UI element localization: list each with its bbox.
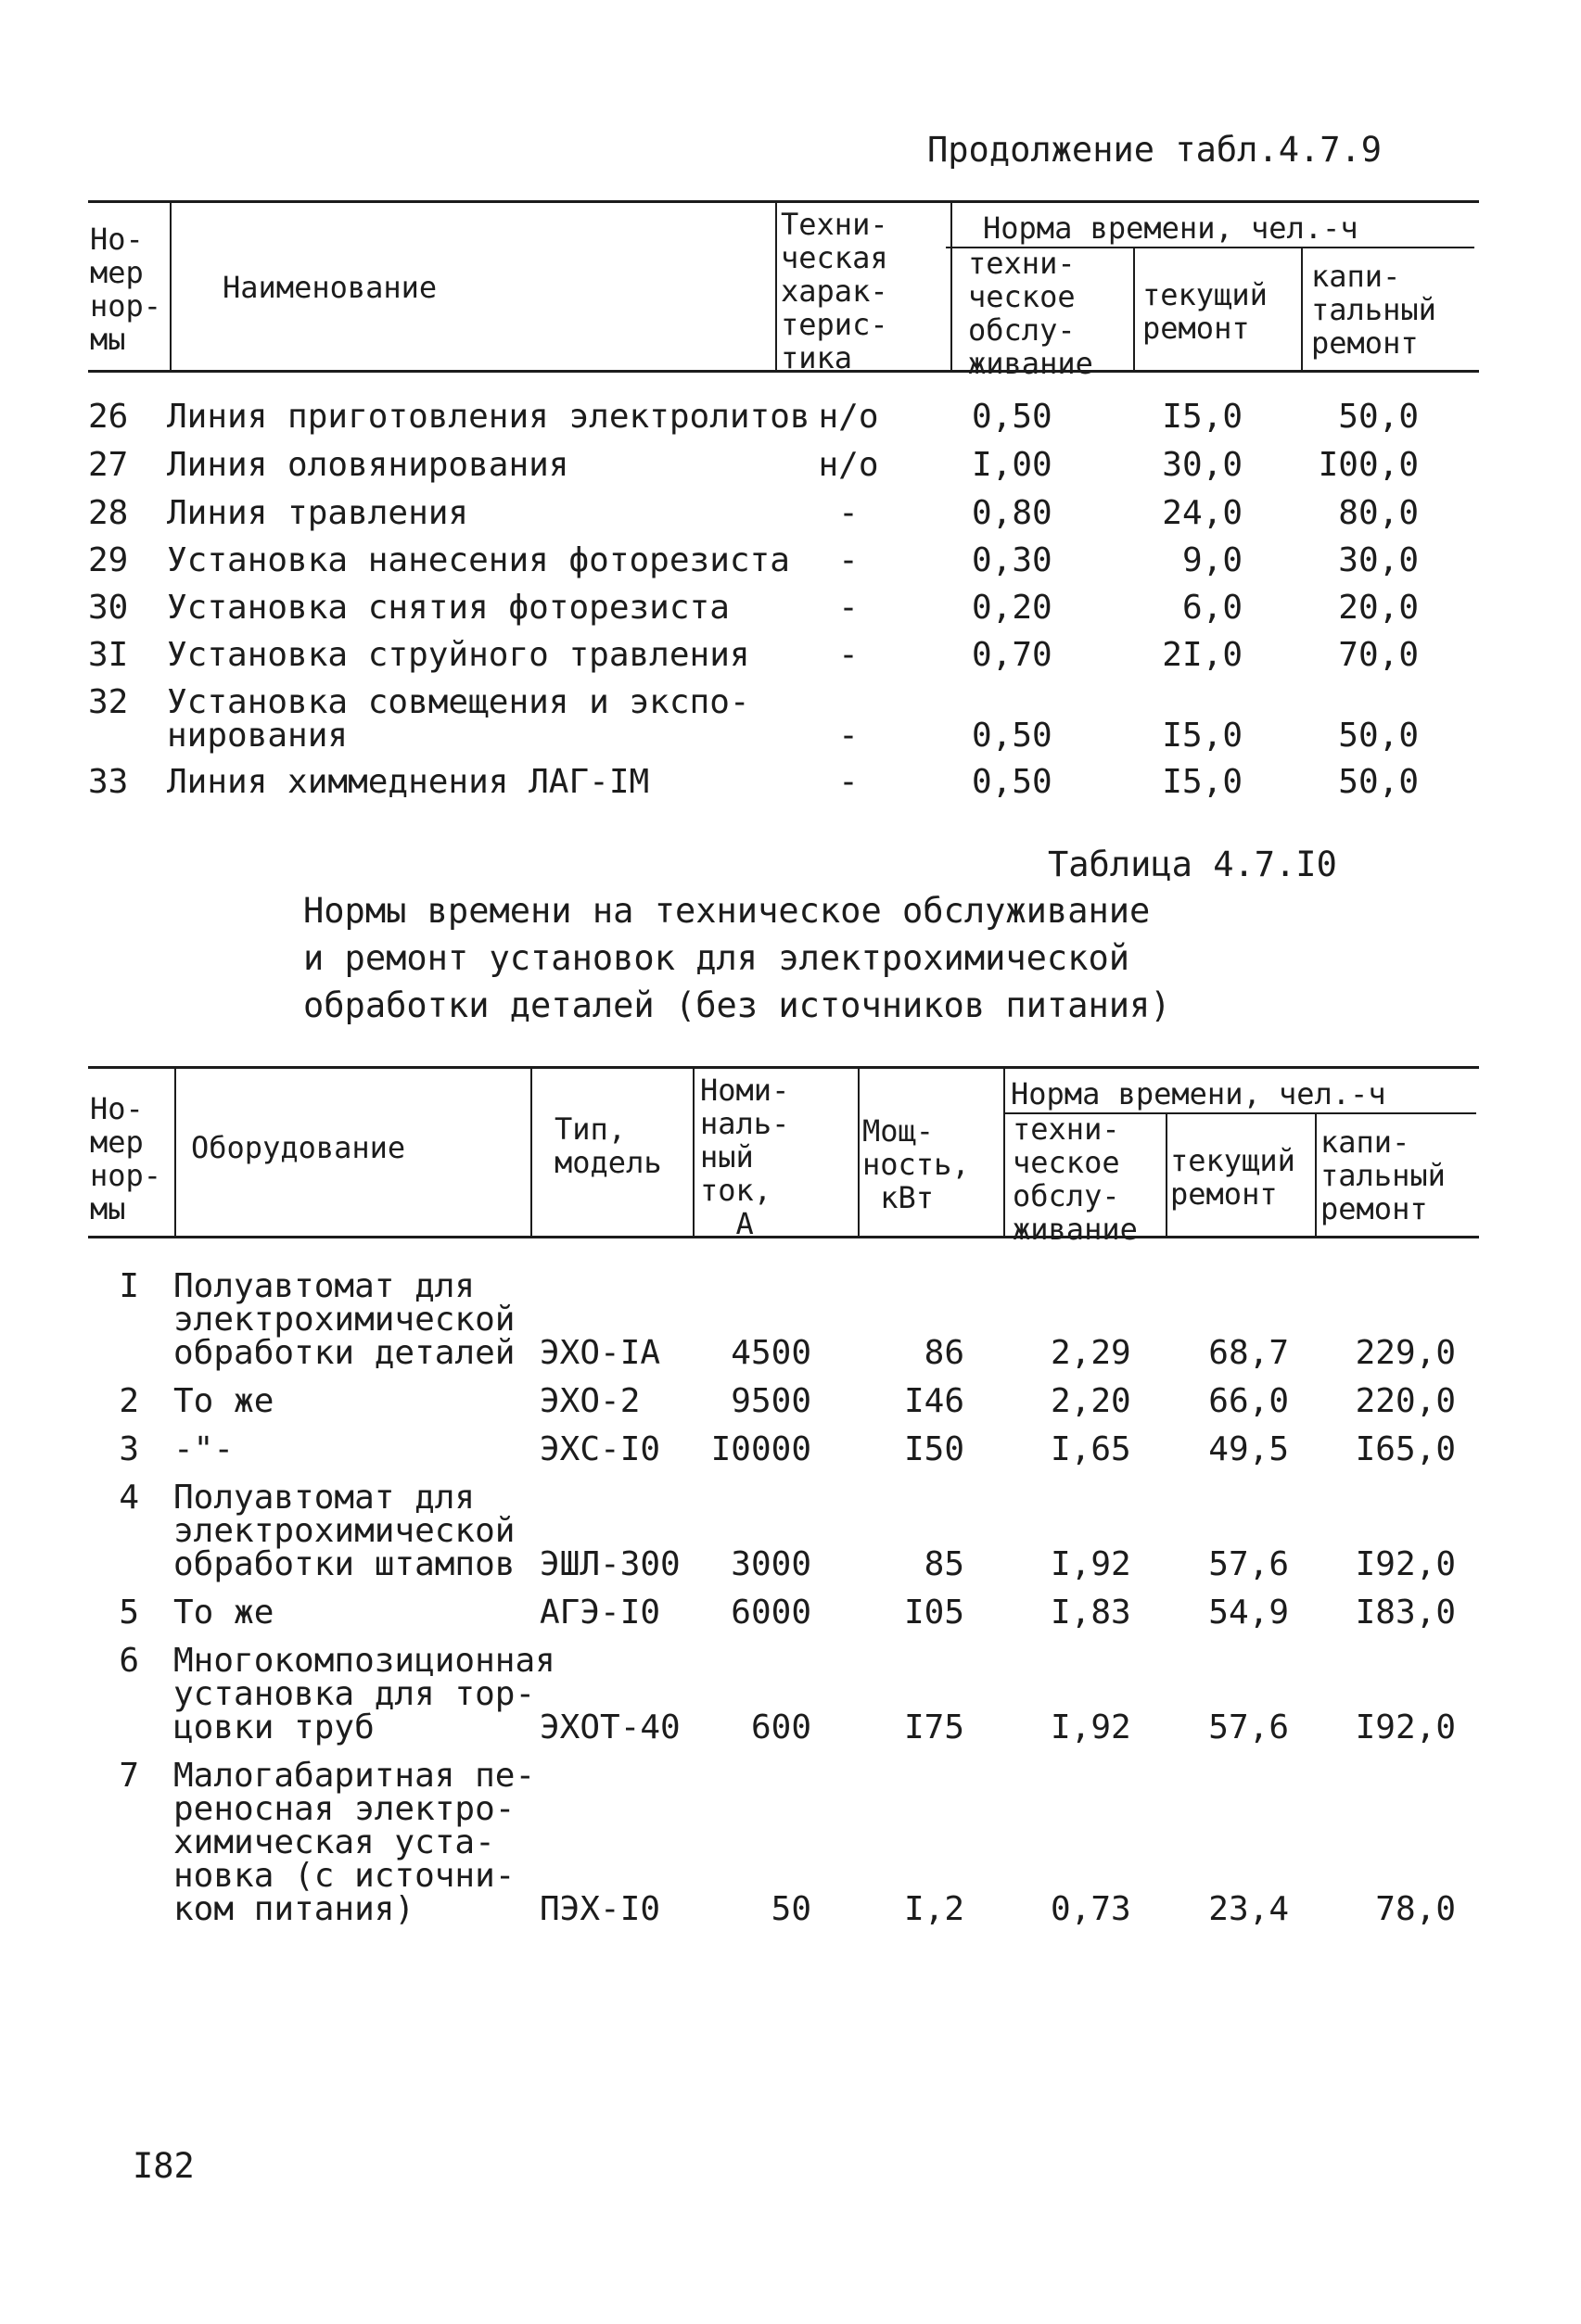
- row-capital-repair: 220,0: [1355, 1382, 1456, 1420]
- row-number: 30: [88, 589, 129, 627]
- row-current-repair: 57,6: [1208, 1545, 1289, 1583]
- row-capital-repair: 30,0: [1338, 541, 1419, 579]
- table1-header-norm-group: Норма времени, чел.-ч: [983, 210, 1358, 246]
- row-power: I46: [903, 1382, 964, 1420]
- row-nominal-current: 600: [750, 1708, 811, 1746]
- row-maintenance: 0,30: [972, 541, 1052, 579]
- row-nominal-current: 6000: [731, 1594, 811, 1632]
- row-equipment: То же: [173, 1594, 274, 1632]
- table2-header-capital-repair: капи- тальный ремонт: [1320, 1124, 1446, 1226]
- table1-top-rule: [88, 200, 1479, 203]
- table2-col-divider-1: [174, 1068, 176, 1236]
- row-name: Установка снятия фоторезиста: [167, 589, 730, 627]
- table2-col-divider-6: [1166, 1114, 1167, 1236]
- table2-top-rule: [88, 1066, 1479, 1069]
- table2-header-number: Но- мер нор- мы: [90, 1091, 162, 1226]
- table1-col-divider-1: [170, 202, 172, 370]
- row-name: Линия приготовления электролитов: [167, 398, 810, 436]
- row-maintenance: I,00: [972, 446, 1052, 484]
- row-capital-repair: I00,0: [1318, 446, 1419, 484]
- row-tech-char: н/о: [818, 446, 879, 484]
- row-type: ЭХОТ-40: [540, 1708, 681, 1746]
- table2-col-divider-7: [1315, 1114, 1317, 1236]
- row-number: 7: [119, 1757, 139, 1795]
- table1-col-divider-4: [1133, 248, 1135, 370]
- row-type: ЭШЛ-300: [540, 1545, 681, 1583]
- row-current-repair: 30,0: [1162, 446, 1243, 484]
- row-number: 3: [119, 1430, 139, 1468]
- row-type: ЭХС-I0: [540, 1430, 661, 1468]
- row-maintenance: 2,20: [1051, 1382, 1131, 1420]
- table2-title-line: обработки деталей (без источников питания): [303, 985, 1171, 1025]
- table2-header-current: Номи- наль- ный ток, А: [700, 1073, 790, 1241]
- row-maintenance: 0,50: [972, 763, 1052, 801]
- row-maintenance: I,92: [1051, 1545, 1131, 1583]
- row-maintenance: I,83: [1051, 1594, 1131, 1632]
- row-number: 33: [88, 763, 129, 801]
- row-name: Линия химмеднения ЛАГ-IM: [167, 763, 650, 801]
- row-capital-repair: I92,0: [1355, 1545, 1456, 1583]
- row-equipment: -"-: [173, 1430, 235, 1468]
- row-current-repair: I5,0: [1162, 763, 1243, 801]
- row-tech-char: -: [838, 494, 859, 532]
- table1-col-divider-3: [950, 202, 952, 370]
- table1-header-maintenance: техни- ческое обслу- живание: [968, 246, 1093, 381]
- row-number: 3I: [88, 636, 129, 674]
- row-number: 26: [88, 398, 129, 436]
- table1-header-number: Но- мер нор- мы: [90, 222, 162, 357]
- row-capital-repair: I83,0: [1355, 1594, 1456, 1632]
- table1-header-capital-repair: капи- тальный ремонт: [1311, 259, 1436, 361]
- row-maintenance: I,65: [1051, 1430, 1131, 1468]
- row-maintenance: 0,70: [972, 636, 1052, 674]
- row-power: I05: [903, 1594, 964, 1632]
- row-type: ЭХО-2: [540, 1382, 641, 1420]
- row-power: 86: [924, 1334, 964, 1372]
- row-capital-repair: 80,0: [1338, 494, 1419, 532]
- row-current-repair: 6,0: [1181, 589, 1243, 627]
- row-capital-repair: 229,0: [1355, 1334, 1456, 1372]
- row-current-repair: 68,7: [1208, 1334, 1289, 1372]
- row-maintenance: 2,29: [1051, 1334, 1131, 1372]
- row-power: 85: [924, 1545, 964, 1583]
- row-current-repair: I5,0: [1162, 398, 1243, 436]
- row-number: 28: [88, 494, 129, 532]
- row-power: I75: [903, 1708, 964, 1746]
- row-capital-repair: I92,0: [1355, 1708, 1456, 1746]
- row-nominal-current: 3000: [731, 1545, 811, 1583]
- row-tech-char: -: [838, 541, 859, 579]
- row-tech-char: -: [838, 717, 859, 755]
- row-type: ПЭХ-I0: [540, 1890, 661, 1928]
- row-current-repair: 2I,0: [1162, 636, 1243, 674]
- row-capital-repair: 20,0: [1338, 589, 1419, 627]
- table2-header-current-repair: текущий ремонт: [1170, 1143, 1295, 1212]
- row-number: 5: [119, 1594, 139, 1632]
- table1-header-tech-char: Техни- ческая харак- терис- тика: [781, 207, 888, 375]
- row-type: ЭХО-IA: [540, 1334, 661, 1372]
- row-nominal-current: 50: [771, 1890, 811, 1928]
- page-number: I82: [133, 2146, 195, 2186]
- row-number: 32: [88, 683, 129, 721]
- row-current-repair: 9,0: [1181, 541, 1243, 579]
- row-equipment: Малогабаритная пе- реносная электро- химическая уста- новка (с источни- ком питания): [173, 1757, 536, 1928]
- row-equipment: Полуавтомат для электрохимической обработки штампов: [173, 1479, 516, 1583]
- table1-header-current-repair: текущий ремонт: [1142, 277, 1268, 346]
- row-capital-repair: 70,0: [1338, 636, 1419, 674]
- row-maintenance: 0,20: [972, 589, 1052, 627]
- row-equipment: То же: [173, 1382, 274, 1420]
- row-name: Линия оловянирования: [167, 446, 569, 484]
- row-name: Установка совмещения и экспо- нирования: [167, 683, 750, 755]
- table1-header-name: Наименование: [223, 270, 438, 305]
- row-number: 2: [119, 1382, 139, 1420]
- row-number: 29: [88, 541, 129, 579]
- table2-header-power: Мощ- ность, кВт: [862, 1113, 970, 1215]
- table2-col-divider-4: [858, 1068, 860, 1236]
- table2-header-maintenance: техни- ческое обслу- живание: [1013, 1111, 1138, 1247]
- table2-label: Таблица 4.7.I0: [1048, 845, 1337, 884]
- row-current-repair: I5,0: [1162, 717, 1243, 755]
- row-number: I: [119, 1267, 139, 1305]
- row-tech-char: -: [838, 589, 859, 627]
- row-current-repair: 66,0: [1208, 1382, 1289, 1420]
- row-capital-repair: 50,0: [1338, 398, 1419, 436]
- row-current-repair: 49,5: [1208, 1430, 1289, 1468]
- row-current-repair: 57,6: [1208, 1708, 1289, 1746]
- row-tech-char: н/о: [818, 398, 879, 436]
- table2-title-line: Нормы времени на техническое обслуживание: [303, 891, 1151, 931]
- row-nominal-current: 9500: [731, 1382, 811, 1420]
- row-number: 27: [88, 446, 129, 484]
- row-maintenance: I,92: [1051, 1708, 1131, 1746]
- row-maintenance: 0,50: [972, 398, 1052, 436]
- table2-header-type: Тип, модель: [555, 1111, 662, 1180]
- table2-header-equipment: Оборудование: [191, 1130, 406, 1165]
- row-equipment: Многокомпозиционная установка для тор- цовки труб: [173, 1642, 555, 1746]
- row-capital-repair: 50,0: [1338, 763, 1419, 801]
- table2-col-divider-5: [1003, 1068, 1005, 1236]
- row-current-repair: 24,0: [1162, 494, 1243, 532]
- row-type: АГЭ-I0: [540, 1594, 661, 1632]
- table2-title-line: и ремонт установок для электрохимической: [303, 938, 1130, 978]
- row-power: I,2: [903, 1890, 964, 1928]
- table2-col-divider-3: [693, 1068, 695, 1236]
- row-power: I50: [903, 1430, 964, 1468]
- row-name: Установка струйного травления: [167, 636, 750, 674]
- row-capital-repair: I65,0: [1355, 1430, 1456, 1468]
- row-name: Линия травления: [167, 494, 469, 532]
- row-maintenance: 0,50: [972, 717, 1052, 755]
- row-current-repair: 54,9: [1208, 1594, 1289, 1632]
- row-tech-char: -: [838, 763, 859, 801]
- table1-col-divider-5: [1301, 248, 1303, 370]
- row-maintenance: 0,73: [1051, 1890, 1131, 1928]
- row-number: 4: [119, 1479, 139, 1517]
- row-name: Установка нанесения фоторезиста: [167, 541, 790, 579]
- row-tech-char: -: [838, 636, 859, 674]
- row-number: 6: [119, 1642, 139, 1680]
- continuation-caption: Продолжение табл.4.7.9: [927, 130, 1383, 170]
- row-maintenance: 0,80: [972, 494, 1052, 532]
- table2-col-divider-2: [530, 1068, 532, 1236]
- row-nominal-current: I0000: [710, 1430, 811, 1468]
- row-capital-repair: 78,0: [1375, 1890, 1456, 1928]
- row-nominal-current: 4500: [731, 1334, 811, 1372]
- table1-col-divider-2: [775, 202, 777, 370]
- table2-header-norm-group: Норма времени, чел.-ч: [1011, 1076, 1386, 1111]
- row-current-repair: 23,4: [1208, 1890, 1289, 1928]
- row-capital-repair: 50,0: [1338, 717, 1419, 755]
- row-equipment: Полуавтомат для электрохимической обработки деталей: [173, 1267, 516, 1372]
